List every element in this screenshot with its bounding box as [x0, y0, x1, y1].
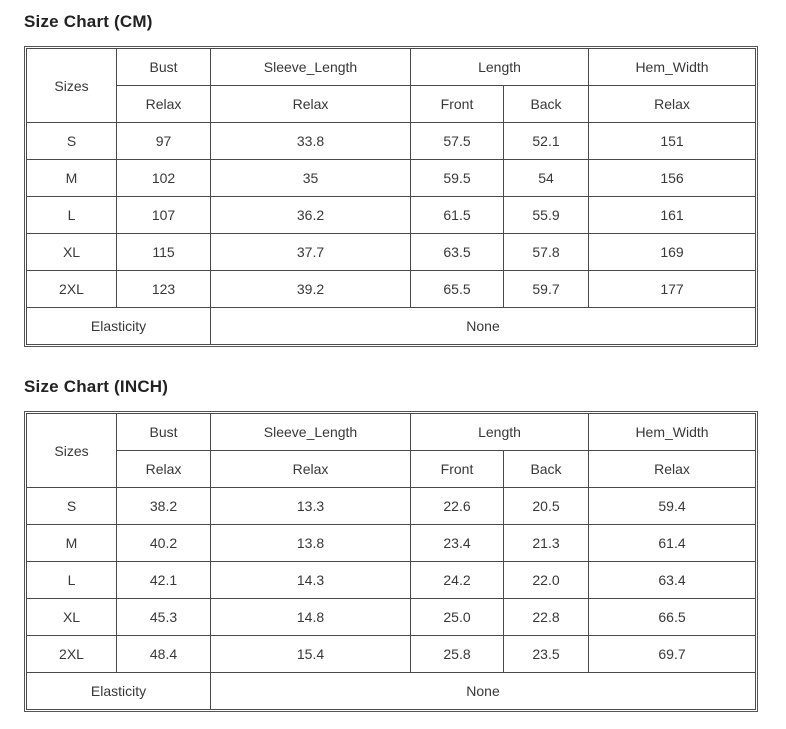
table-row	[27, 525, 756, 562]
header-sleeve-relax: Relax	[211, 451, 411, 488]
header-hem-relax: Relax	[589, 451, 756, 488]
bust-cell: 102	[117, 160, 211, 197]
hem-width-cell: 69.7	[589, 636, 756, 673]
sleeve-length-cell: 35	[211, 160, 411, 197]
table-row	[27, 197, 756, 234]
header-length: Length	[411, 49, 589, 86]
hem-width-cell: 161	[589, 197, 756, 234]
length-front-cell: 61.5	[411, 197, 504, 234]
sleeve-length-cell: 14.8	[211, 599, 411, 636]
elasticity-label: Elasticity	[27, 673, 211, 710]
header-sizes: Sizes	[27, 414, 117, 488]
table-header-row-1	[27, 49, 756, 86]
size-chart-cm-table-frame	[24, 46, 758, 347]
size-cell: 2XL	[27, 636, 117, 673]
table-row	[27, 488, 756, 525]
length-front-cell: 22.6	[411, 488, 504, 525]
bust-cell: 107	[117, 197, 211, 234]
table-row	[27, 599, 756, 636]
length-front-cell: 24.2	[411, 562, 504, 599]
header-sizes: Sizes	[27, 49, 117, 123]
header-length-back: Back	[504, 451, 589, 488]
header-hem-width: Hem_Width	[589, 414, 756, 451]
length-back-cell: 20.5	[504, 488, 589, 525]
header-sleeve-length: Sleeve_Length	[211, 414, 411, 451]
size-cell: S	[27, 123, 117, 160]
header-bust-relax: Relax	[117, 451, 211, 488]
size-cell: XL	[27, 234, 117, 271]
header-length-back: Back	[504, 86, 589, 123]
length-back-cell: 54	[504, 160, 589, 197]
header-length-front: Front	[411, 86, 504, 123]
length-front-cell: 63.5	[411, 234, 504, 271]
bust-cell: 97	[117, 123, 211, 160]
size-chart-cm-title: Size Chart (CM)	[24, 12, 153, 31]
hem-width-cell: 151	[589, 123, 756, 160]
size-chart-inch-table	[26, 413, 756, 710]
length-front-cell: 25.8	[411, 636, 504, 673]
header-hem-relax: Relax	[589, 86, 756, 123]
size-chart-cm-table	[26, 48, 756, 345]
header-bust-relax: Relax	[117, 86, 211, 123]
size-cell: M	[27, 525, 117, 562]
size-cell: L	[27, 562, 117, 599]
table-row	[27, 271, 756, 308]
hem-width-cell: 177	[589, 271, 756, 308]
bust-cell: 45.3	[117, 599, 211, 636]
sleeve-length-cell: 37.7	[211, 234, 411, 271]
elasticity-value: None	[211, 308, 756, 345]
table-row	[27, 160, 756, 197]
table-header-row-2	[27, 451, 756, 488]
header-length: Length	[411, 414, 589, 451]
length-back-cell: 22.0	[504, 562, 589, 599]
length-back-cell: 52.1	[504, 123, 589, 160]
table-footer-row	[27, 308, 756, 345]
header-bust: Bust	[117, 414, 211, 451]
size-chart-inch-title: Size Chart (INCH)	[24, 377, 169, 396]
length-front-cell: 59.5	[411, 160, 504, 197]
sleeve-length-cell: 39.2	[211, 271, 411, 308]
table-header-row-1	[27, 414, 756, 451]
hem-width-cell: 61.4	[589, 525, 756, 562]
length-back-cell: 23.5	[504, 636, 589, 673]
header-sleeve-length: Sleeve_Length	[211, 49, 411, 86]
hem-width-cell: 59.4	[589, 488, 756, 525]
length-back-cell: 22.8	[504, 599, 589, 636]
header-sleeve-relax: Relax	[211, 86, 411, 123]
hem-width-cell: 169	[589, 234, 756, 271]
elasticity-value: None	[211, 673, 756, 710]
length-front-cell: 57.5	[411, 123, 504, 160]
bust-cell: 40.2	[117, 525, 211, 562]
size-cell: XL	[27, 599, 117, 636]
elasticity-label: Elasticity	[27, 308, 211, 345]
table-row	[27, 562, 756, 599]
bust-cell: 115	[117, 234, 211, 271]
length-back-cell: 21.3	[504, 525, 589, 562]
length-back-cell: 55.9	[504, 197, 589, 234]
bust-cell: 48.4	[117, 636, 211, 673]
bust-cell: 38.2	[117, 488, 211, 525]
table-header-row-2	[27, 86, 756, 123]
length-front-cell: 65.5	[411, 271, 504, 308]
size-cell: S	[27, 488, 117, 525]
hem-width-cell: 66.5	[589, 599, 756, 636]
header-hem-width: Hem_Width	[589, 49, 756, 86]
length-back-cell: 59.7	[504, 271, 589, 308]
sleeve-length-cell: 14.3	[211, 562, 411, 599]
table-row	[27, 234, 756, 271]
table-footer-row	[27, 673, 756, 710]
sleeve-length-cell: 33.8	[211, 123, 411, 160]
header-length-front: Front	[411, 451, 504, 488]
length-back-cell: 57.8	[504, 234, 589, 271]
sleeve-length-cell: 13.8	[211, 525, 411, 562]
length-front-cell: 25.0	[411, 599, 504, 636]
header-bust: Bust	[117, 49, 211, 86]
bust-cell: 123	[117, 271, 211, 308]
bust-cell: 42.1	[117, 562, 211, 599]
length-front-cell: 23.4	[411, 525, 504, 562]
size-cell: L	[27, 197, 117, 234]
table-row	[27, 636, 756, 673]
hem-width-cell: 156	[589, 160, 756, 197]
sleeve-length-cell: 15.4	[211, 636, 411, 673]
hem-width-cell: 63.4	[589, 562, 756, 599]
sleeve-length-cell: 36.2	[211, 197, 411, 234]
size-chart-inch-table-frame	[24, 411, 758, 712]
size-cell: 2XL	[27, 271, 117, 308]
table-row	[27, 123, 756, 160]
sleeve-length-cell: 13.3	[211, 488, 411, 525]
size-cell: M	[27, 160, 117, 197]
